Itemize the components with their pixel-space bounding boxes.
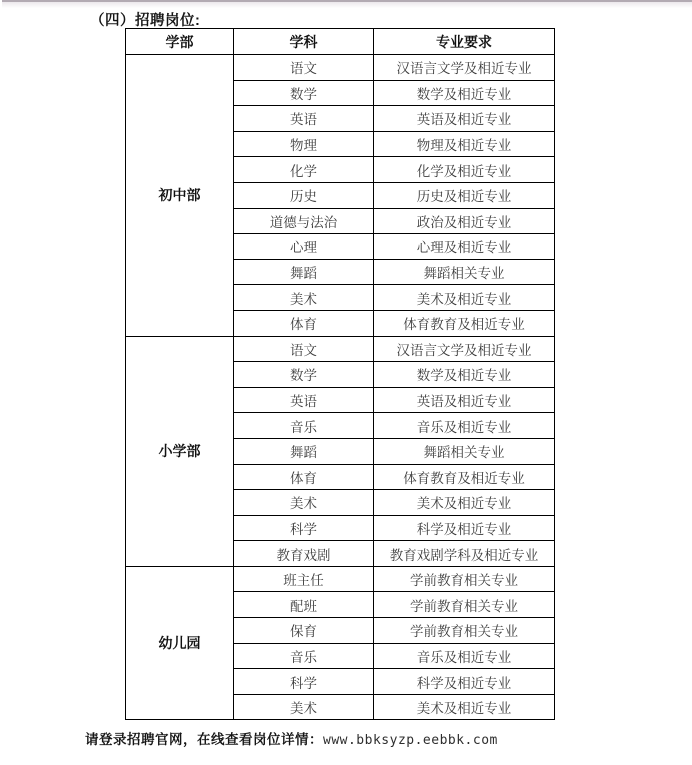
subject-cell: 语文: [234, 336, 374, 362]
requirement-cell: 政治及相近专业: [374, 208, 555, 234]
recruitment-site-url: www.bbksyzp.eebbk.com: [323, 733, 498, 748]
requirement-cell: 心理及相近专业: [374, 234, 555, 260]
subject-cell: 科学: [234, 669, 374, 695]
requirement-cell: 体育教育及相近专业: [374, 310, 555, 336]
requirement-cell: 英语及相近专业: [374, 387, 555, 413]
requirement-cell: 数学及相近专业: [374, 362, 555, 388]
subject-cell: 教育戏剧: [234, 541, 374, 567]
recruitment-positions-table: [125, 28, 555, 720]
requirement-cell: 汉语言文学及相近专业: [374, 336, 555, 362]
requirement-cell: 美术及相近专业: [374, 490, 555, 516]
department-cell: 小学部: [126, 336, 234, 566]
subject-cell: 历史: [234, 182, 374, 208]
subject-cell: 数学: [234, 80, 374, 106]
requirement-cell: 科学及相近专业: [374, 515, 555, 541]
subject-cell: 体育: [234, 310, 374, 336]
subject-cell: 英语: [234, 387, 374, 413]
table-row: [126, 55, 555, 81]
subject-cell: 音乐: [234, 643, 374, 669]
department-cell: 初中部: [126, 55, 234, 337]
subject-cell: 保育: [234, 618, 374, 644]
requirement-cell: 美术及相近专业: [374, 285, 555, 311]
requirement-cell: 学前教育相关专业: [374, 618, 555, 644]
footer-label: 请登录招聘官网，在线查看岗位详情：: [85, 732, 323, 747]
subject-cell: 数学: [234, 362, 374, 388]
subject-cell: 心理: [234, 234, 374, 260]
subject-cell: 班主任: [234, 566, 374, 592]
requirement-cell: 英语及相近专业: [374, 106, 555, 132]
requirement-cell: 学前教育相关专业: [374, 566, 555, 592]
window-top-border-shadow: [2, 2, 692, 8]
table-row: [126, 336, 555, 362]
subject-cell: 语文: [234, 55, 374, 81]
department-cell: 幼儿园: [126, 566, 234, 720]
requirement-cell: 历史及相近专业: [374, 182, 555, 208]
subject-cell: 物理: [234, 131, 374, 157]
subject-cell: 美术: [234, 694, 374, 720]
subject-cell: 美术: [234, 490, 374, 516]
subject-cell: 舞蹈: [234, 438, 374, 464]
subject-cell: 舞蹈: [234, 259, 374, 285]
requirement-cell: 音乐及相近专业: [374, 413, 555, 439]
requirement-cell: 物理及相近专业: [374, 131, 555, 157]
subject-cell: 英语: [234, 106, 374, 132]
subject-cell: 化学: [234, 157, 374, 183]
requirement-cell: 舞蹈相关专业: [374, 438, 555, 464]
subject-cell: 科学: [234, 515, 374, 541]
requirement-cell: 化学及相近专业: [374, 157, 555, 183]
requirement-cell: 数学及相近专业: [374, 80, 555, 106]
section-heading: （四）招聘岗位:: [90, 13, 201, 29]
requirement-cell: 学前教育相关专业: [374, 592, 555, 618]
requirement-cell: 舞蹈相关专业: [374, 259, 555, 285]
column-header: 学部: [126, 29, 234, 55]
subject-cell: 美术: [234, 285, 374, 311]
requirement-cell: 音乐及相近专业: [374, 643, 555, 669]
column-header: 学科: [234, 29, 374, 55]
requirement-cell: 美术及相近专业: [374, 694, 555, 720]
column-header: 专业要求: [374, 29, 555, 55]
table-header-row: [126, 29, 555, 55]
footer-note: [85, 728, 498, 749]
subject-cell: 体育: [234, 464, 374, 490]
requirement-cell: 汉语言文学及相近专业: [374, 55, 555, 81]
subject-cell: 音乐: [234, 413, 374, 439]
requirement-cell: 科学及相近专业: [374, 669, 555, 695]
table-header: [126, 29, 555, 55]
subject-cell: 道德与法治: [234, 208, 374, 234]
table-row: [126, 566, 555, 592]
requirement-cell: 教育戏剧学科及相近专业: [374, 541, 555, 567]
subject-cell: 配班: [234, 592, 374, 618]
requirement-cell: 体育教育及相近专业: [374, 464, 555, 490]
